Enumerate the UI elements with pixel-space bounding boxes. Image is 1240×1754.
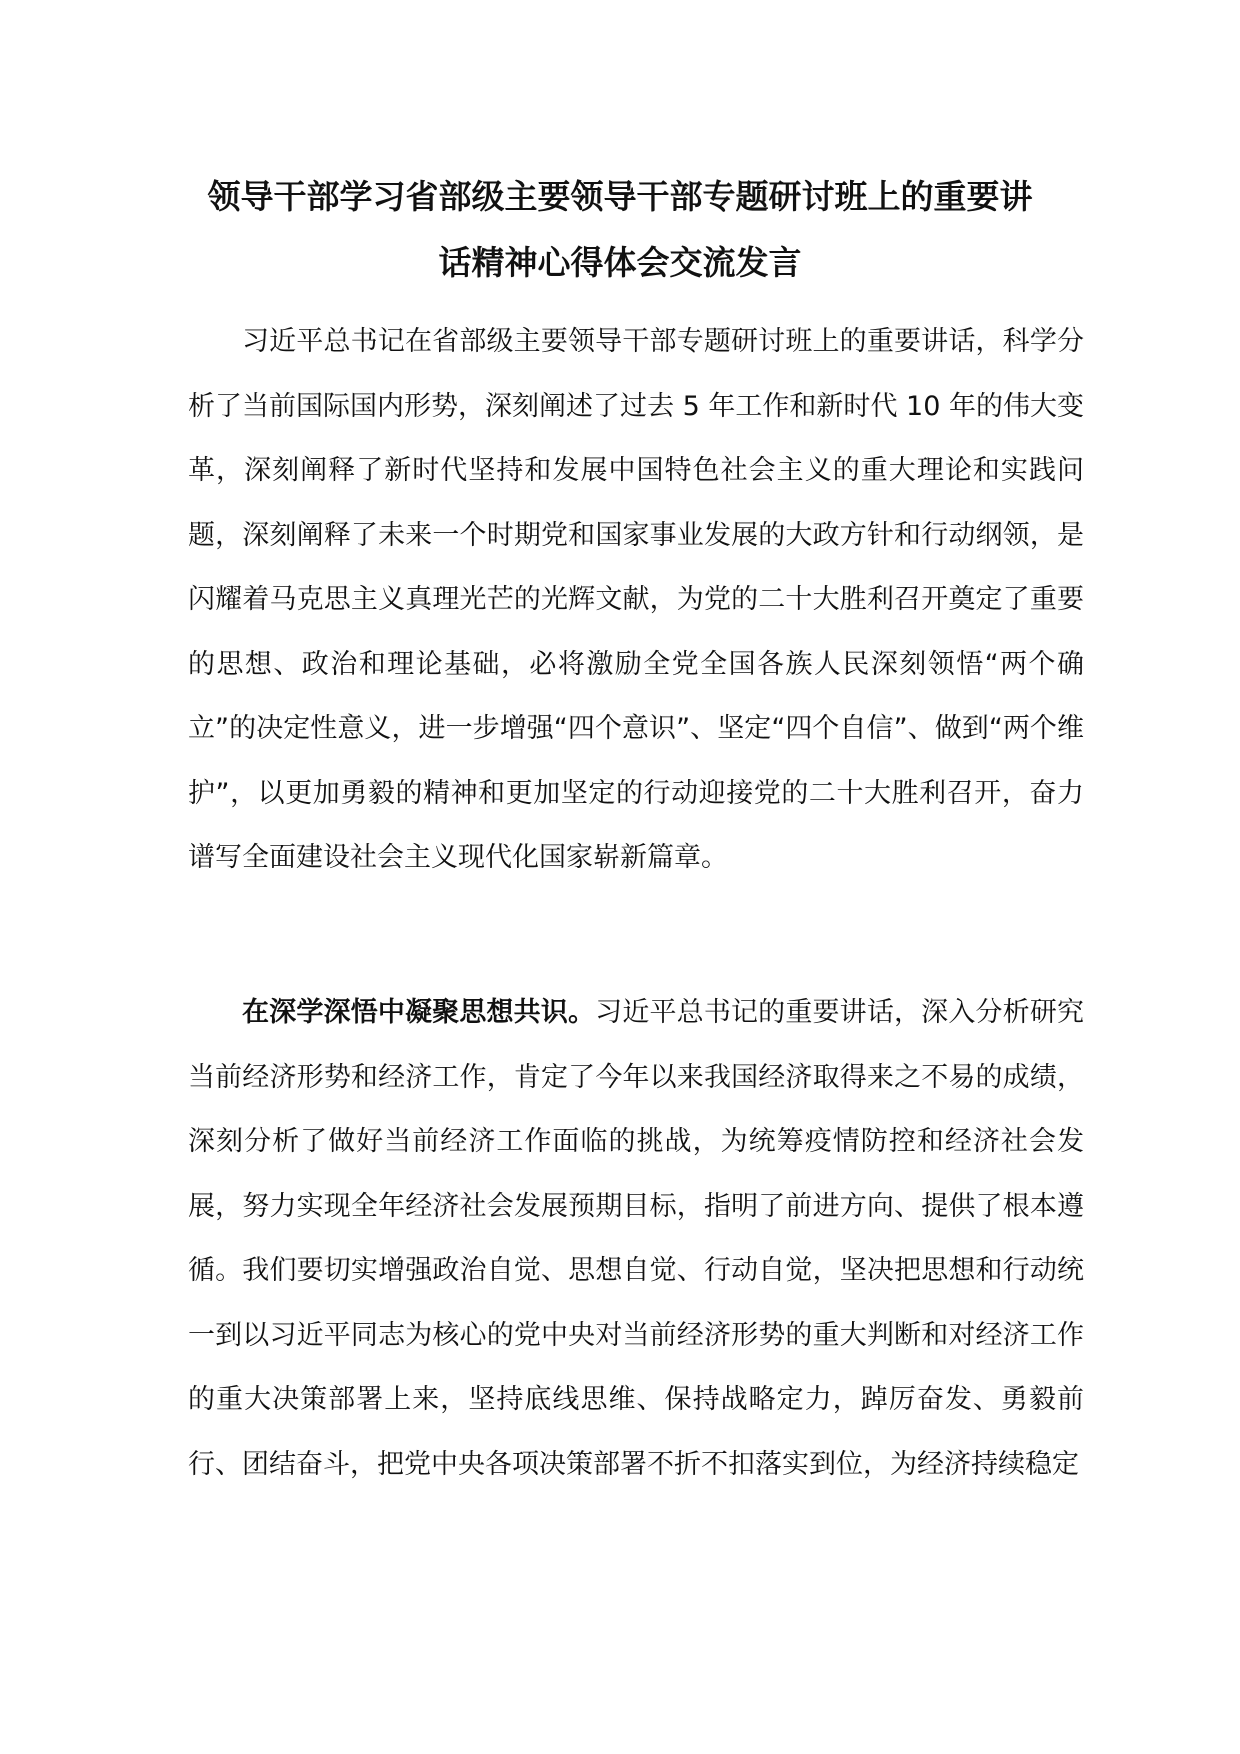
document-title — [180, 164, 1060, 296]
paragraph-section-1-text: 习近平总书记的重要讲话，深入分析研究当前经济形势和经济工作，肯定了今年以来我国经济取得来之不易的成绩，深刻分析了做好当前经济工作面临的挑战，为统筹疫情防控和经济社会发展，努力实现全年经济社会发展预期目标，指明了前进方向、提供了根本遵循。我们要切实增强政治自觉、思想自觉、行动自觉，坚决把思想和行动统一到以习近平同志为核心的党中央对当前经济形势的重大判断和对经济工作的重大决策部署上来，坚持底线思维、保持战略定力，踔厉奋发、勇毅前行、团结奋斗，把党中央各项决策部署不折不扣落实到位，为经济持续稳定 — [188, 997, 1085, 1480]
paragraph-intro-text: 习近平总书记在省部级主要领导干部专题研讨班上的重要讲话，科学分析了当前国际国内形势，深刻阐述了过去 5 年工作和新时代 10 年的伟大变革，深刻阐释了新时代坚持和发展中国特色社会主义的重大理论和实践问题，深刻阐释了未来一个时期党和国家事业发展的大政方针和行动纲领，是闪耀着马克思主义真理光芒的光辉文献，为党的二十大胜利召开奠定了重要的思想、政治和理论基础，必将激励全党全国各族人民深刻领悟“两个确立”的决定性意义，进一步增强“四个意识”、坚定“四个自信”、做到“两个维护”，以更加勇毅的精神和更加坚定的行动迎接党的二十大胜利召开，奋力谱写全面建设社会主义现代化国家崭新篇章。 — [188, 326, 1084, 873]
paragraph-intro — [188, 310, 1084, 891]
title-line-1: 领导干部学习省部级主要领导干部专题研讨班上的重要讲 — [207, 177, 1033, 216]
paragraph-section-1 — [188, 981, 1084, 1497]
section-heading: 在深学深悟中凝聚思想共识。 — [242, 997, 596, 1028]
title-line-2: 话精神心得体会交流发言 — [438, 243, 802, 282]
